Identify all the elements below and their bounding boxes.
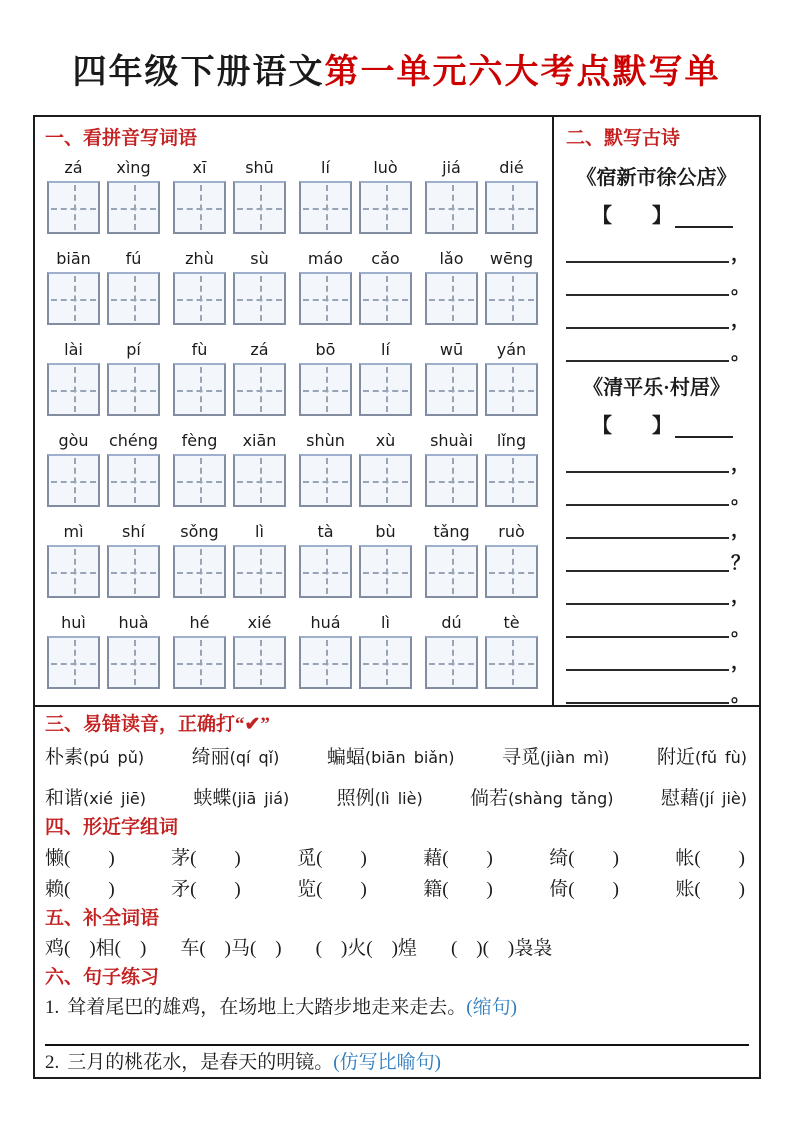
char-cell xyxy=(359,247,412,325)
answer-blank-line[interactable] xyxy=(566,494,729,506)
phrase-blank[interactable]: 鸡( )相( ) xyxy=(45,938,147,959)
word-label: 附近 xyxy=(656,747,695,768)
pinyin-row xyxy=(47,611,538,689)
char-cell xyxy=(47,429,100,507)
word-label: 蝙蝠 xyxy=(326,747,365,768)
pronunciation-row xyxy=(45,745,747,771)
line-punctuation: ？ xyxy=(731,553,751,574)
line-punctuation: 。 xyxy=(731,277,751,298)
char-word-blank[interactable]: 倚( ) xyxy=(549,879,619,900)
writing-box[interactable] xyxy=(107,454,160,507)
pinyin-label: bù xyxy=(375,522,396,541)
line-punctuation: ， xyxy=(731,586,751,607)
pinyin-label: bō xyxy=(315,340,336,359)
word-label: 朴素 xyxy=(45,747,84,768)
pronunciation-item[interactable] xyxy=(337,786,423,812)
char-cell xyxy=(485,429,538,507)
poem-answer-line xyxy=(566,605,751,640)
char-word-blank[interactable]: 藉( ) xyxy=(423,848,493,869)
char-cell xyxy=(359,429,412,507)
writing-box[interactable] xyxy=(359,636,412,689)
char-word-blank[interactable]: 懒( ) xyxy=(45,848,115,869)
pinyin-label: fù xyxy=(191,340,208,359)
phrase-completion-items xyxy=(45,935,749,962)
writing-box[interactable] xyxy=(233,363,286,416)
pinyin-label: cǎo xyxy=(371,249,400,268)
writing-box[interactable] xyxy=(173,454,226,507)
char-cell xyxy=(47,338,100,416)
char-cell xyxy=(299,611,352,689)
pinyin-label: zhù xyxy=(185,249,214,268)
word-label: 照例 xyxy=(336,788,375,809)
phrase-blank[interactable]: 车( )马( ) xyxy=(180,938,282,959)
reading-options: (jiā jiá) xyxy=(231,789,290,808)
similar-char-row xyxy=(45,845,745,872)
pinyin-label: chéng xyxy=(108,431,159,450)
reading-options: (jiàn mì) xyxy=(540,748,610,767)
word-group xyxy=(425,611,538,689)
section-poem-dictation xyxy=(554,117,759,705)
sentence-text: 三月的桃花水，是春天的明镜。 xyxy=(67,1052,334,1073)
char-word-blank[interactable]: 籍( ) xyxy=(423,879,493,900)
pinyin-label: dú xyxy=(441,613,462,632)
pinyin-label: lí xyxy=(381,340,390,359)
word-group xyxy=(47,156,160,234)
char-word-blank[interactable]: 赖( ) xyxy=(45,879,115,900)
char-cell xyxy=(425,520,478,598)
char-cell xyxy=(299,247,352,325)
word-label: 和谐 xyxy=(45,788,84,809)
writing-box[interactable] xyxy=(425,545,478,598)
pronunciation-item[interactable] xyxy=(661,786,747,812)
answer-blank-line[interactable] xyxy=(566,527,729,539)
line-punctuation: ， xyxy=(731,652,751,673)
similar-char-row xyxy=(45,876,745,903)
pinyin-label: huà xyxy=(118,613,149,632)
char-word-blank[interactable]: 览( ) xyxy=(297,879,367,900)
char-cell xyxy=(107,247,160,325)
section6-heading: 六、句子练习 xyxy=(45,967,160,988)
pronunciation-row xyxy=(45,786,747,812)
reading-options: (shàng tǎng) xyxy=(508,789,614,808)
pinyin-label: biān xyxy=(56,249,91,268)
writing-box[interactable] xyxy=(233,181,286,234)
word-label: 倘若 xyxy=(470,788,509,809)
char-cell xyxy=(233,338,286,416)
section3-heading: 三、易错读音，正确打“✔” xyxy=(45,714,270,735)
pinyin-label: tǎng xyxy=(433,522,470,541)
word-label: 寻觅 xyxy=(502,747,541,768)
writing-box[interactable] xyxy=(485,454,538,507)
word-group xyxy=(425,247,538,325)
writing-box[interactable] xyxy=(359,272,412,325)
answer-blank-line[interactable] xyxy=(566,560,729,572)
writing-box[interactable] xyxy=(107,545,160,598)
pinyin-label: huì xyxy=(61,613,86,632)
char-cell xyxy=(47,520,100,598)
answer-blank-line[interactable] xyxy=(566,350,729,362)
upper-two-columns xyxy=(35,117,759,707)
writing-box[interactable] xyxy=(173,636,226,689)
writing-box[interactable] xyxy=(299,181,352,234)
char-cell xyxy=(485,611,538,689)
pronunciation-item[interactable] xyxy=(45,745,144,771)
sentence-number: 2. xyxy=(45,1052,60,1073)
word-group xyxy=(173,429,286,507)
page-title xyxy=(0,44,793,93)
writing-box[interactable] xyxy=(299,454,352,507)
writing-box[interactable] xyxy=(299,363,352,416)
pinyin-label: xìng xyxy=(116,158,151,177)
char-word-blank[interactable]: 茅( ) xyxy=(171,848,241,869)
pinyin-label: shí xyxy=(122,522,145,541)
word-group xyxy=(47,611,160,689)
author-blank-line[interactable] xyxy=(675,206,733,228)
writing-box[interactable] xyxy=(233,272,286,325)
word-group xyxy=(173,338,286,416)
writing-box[interactable] xyxy=(47,363,100,416)
reading-options: (biān biǎn) xyxy=(364,748,455,767)
poem-answer-line xyxy=(566,329,751,364)
writing-box[interactable] xyxy=(299,636,352,689)
phrase-blank[interactable]: ( )火( )煌 xyxy=(315,938,417,959)
answer-blank-line[interactable] xyxy=(566,284,729,296)
answer-blank-line[interactable] xyxy=(566,593,729,605)
worksheet-frame xyxy=(33,115,761,1079)
pinyin-label: ruò xyxy=(498,522,525,541)
pinyin-label: shū xyxy=(245,158,274,177)
section1-heading: 一、看拼音写词语 xyxy=(45,128,198,149)
poem-author-line xyxy=(592,408,747,438)
line-punctuation: 。 xyxy=(731,685,751,705)
writing-box[interactable] xyxy=(359,545,412,598)
char-cell xyxy=(299,429,352,507)
sentence-practice-items xyxy=(45,994,749,1077)
writing-box[interactable] xyxy=(47,181,100,234)
char-cell xyxy=(425,247,478,325)
task-note: (仿写比喻句) xyxy=(333,1052,441,1073)
answer-blank-line[interactable] xyxy=(566,659,729,671)
task-note: (缩句) xyxy=(466,997,517,1018)
word-group xyxy=(47,247,160,325)
word-group xyxy=(299,156,412,234)
word-group xyxy=(425,338,538,416)
pinyin-label: tè xyxy=(503,613,520,632)
word-label: 绮丽 xyxy=(191,747,230,768)
pinyin-label: shùn xyxy=(306,431,345,450)
line-punctuation: ， xyxy=(731,520,751,541)
poem-answer-line xyxy=(566,230,751,265)
word-group xyxy=(299,247,412,325)
word-group xyxy=(173,520,286,598)
pinyin-row xyxy=(47,247,538,325)
pinyin-label: sù xyxy=(250,249,269,268)
sentence-line xyxy=(45,994,749,1021)
writing-box[interactable] xyxy=(485,181,538,234)
line-punctuation: ， xyxy=(731,454,751,475)
char-cell xyxy=(173,520,226,598)
word-group xyxy=(299,429,412,507)
pronunciation-item[interactable] xyxy=(502,745,609,771)
writing-box[interactable] xyxy=(485,545,538,598)
char-cell xyxy=(299,156,352,234)
pinyin-label: wū xyxy=(439,340,464,359)
writing-box[interactable] xyxy=(425,363,478,416)
pinyin-label: jiá xyxy=(442,158,461,177)
pronunciation-item[interactable] xyxy=(45,786,146,812)
pronunciation-item[interactable] xyxy=(327,745,455,771)
sentence-line xyxy=(45,1049,749,1076)
pinyin-label: lǐng xyxy=(496,431,527,450)
pinyin-label: gòu xyxy=(58,431,89,450)
pinyin-label: luò xyxy=(373,158,398,177)
char-cell xyxy=(299,520,352,598)
pinyin-label: xiān xyxy=(242,431,277,450)
writing-box[interactable] xyxy=(173,181,226,234)
char-cell xyxy=(173,429,226,507)
author-blank-line[interactable] xyxy=(675,416,733,438)
poem-answer-line xyxy=(566,539,751,574)
pinyin-label: lí xyxy=(321,158,330,177)
word-group xyxy=(173,247,286,325)
char-cell xyxy=(233,429,286,507)
sentence-text: 耸着尾巴的雄鸡，在场地上大踏步地走来走去。 xyxy=(67,997,467,1018)
char-cell xyxy=(107,611,160,689)
writing-box[interactable] xyxy=(233,545,286,598)
line-punctuation: ， xyxy=(731,310,751,331)
pinyin-label: fèng xyxy=(181,431,218,450)
word-group xyxy=(47,429,160,507)
pinyin-label: lài xyxy=(64,340,83,359)
writing-box[interactable] xyxy=(485,363,538,416)
char-cell xyxy=(47,611,100,689)
char-cell xyxy=(173,247,226,325)
char-cell xyxy=(359,156,412,234)
writing-box[interactable] xyxy=(425,272,478,325)
answer-blank-line[interactable] xyxy=(566,626,729,638)
char-cell xyxy=(107,156,160,234)
word-group xyxy=(425,156,538,234)
char-cell xyxy=(485,247,538,325)
word-group xyxy=(299,338,412,416)
poem-title: 《宿新市徐公店》 xyxy=(576,167,737,189)
word-group xyxy=(425,520,538,598)
word-group xyxy=(47,338,160,416)
pinyin-label: dié xyxy=(499,158,524,177)
lower-sections xyxy=(35,707,759,1077)
answer-underline[interactable] xyxy=(45,1044,749,1046)
char-cell xyxy=(107,520,160,598)
writing-box[interactable] xyxy=(107,636,160,689)
sentence-number: 1. xyxy=(45,997,60,1018)
char-cell xyxy=(485,156,538,234)
pinyin-label: mì xyxy=(63,522,84,541)
section4-heading: 四、形近字组词 xyxy=(45,817,179,838)
poem-answer-line xyxy=(566,440,751,475)
pinyin-row xyxy=(47,429,538,507)
writing-box[interactable] xyxy=(359,181,412,234)
poem-title: 《清平乐·村居》 xyxy=(583,377,730,399)
pinyin-label: lì xyxy=(381,613,390,632)
writing-box[interactable] xyxy=(107,181,160,234)
writing-box[interactable] xyxy=(233,636,286,689)
char-cell xyxy=(425,338,478,416)
pinyin-label: wēng xyxy=(489,249,534,268)
word-group xyxy=(299,520,412,598)
phrase-blank[interactable]: ( )( )袅袅 xyxy=(450,938,553,959)
reading-options: (jí jiè) xyxy=(698,789,747,808)
char-cell xyxy=(173,338,226,416)
reading-options: (pú pǔ) xyxy=(83,748,145,767)
poems-list xyxy=(566,161,751,705)
word-label: 蛱蝶 xyxy=(193,788,232,809)
writing-box[interactable] xyxy=(107,363,160,416)
section2-heading: 二、默写古诗 xyxy=(566,128,681,149)
writing-box[interactable] xyxy=(233,454,286,507)
char-cell xyxy=(485,520,538,598)
pinyin-label: hé xyxy=(189,613,210,632)
title-unit-part: 第一单元六大考点默写单 xyxy=(324,54,721,91)
char-cell xyxy=(107,429,160,507)
poem-answer-line xyxy=(566,638,751,673)
answer-blank-line[interactable] xyxy=(566,692,729,704)
poem-author-line xyxy=(592,198,747,228)
writing-box[interactable] xyxy=(425,454,478,507)
pinyin-label: huá xyxy=(310,613,341,632)
reading-options: (qí qǐ) xyxy=(229,748,280,767)
char-word-blank[interactable]: 绮( ) xyxy=(549,848,619,869)
writing-box[interactable] xyxy=(359,363,412,416)
pinyin-label: tà xyxy=(317,522,334,541)
poem-answer-line xyxy=(566,506,751,541)
pronunciation-item[interactable] xyxy=(193,786,289,812)
pinyin-label: zá xyxy=(250,340,269,359)
line-punctuation: 。 xyxy=(731,619,751,640)
writing-box[interactable] xyxy=(47,272,100,325)
line-punctuation: 。 xyxy=(731,343,751,364)
writing-box[interactable] xyxy=(485,272,538,325)
char-cell xyxy=(47,247,100,325)
poem-answer-line xyxy=(566,296,751,331)
writing-box[interactable] xyxy=(425,636,478,689)
answer-blank-line[interactable] xyxy=(566,461,729,473)
word-group xyxy=(173,611,286,689)
reading-options: (xié jiē) xyxy=(83,789,146,808)
char-cell xyxy=(173,156,226,234)
writing-box[interactable] xyxy=(47,545,100,598)
pinyin-label: sǒng xyxy=(180,522,219,541)
similar-char-items xyxy=(45,845,749,903)
author-brackets: 【 】 xyxy=(592,415,672,437)
writing-box[interactable] xyxy=(173,363,226,416)
pinyin-label: lì xyxy=(255,522,264,541)
section-pinyin-words xyxy=(35,117,554,705)
pinyin-label: máo xyxy=(307,249,344,268)
pinyin-label: pí xyxy=(126,340,141,359)
pinyin-label: fú xyxy=(125,249,142,268)
char-word-blank[interactable]: 矛( ) xyxy=(171,879,241,900)
char-cell xyxy=(233,156,286,234)
word-group xyxy=(299,611,412,689)
line-punctuation: ， xyxy=(731,244,751,265)
char-cell xyxy=(359,611,412,689)
char-cell xyxy=(233,611,286,689)
char-cell xyxy=(233,520,286,598)
pinyin-grid xyxy=(45,156,544,689)
pinyin-row xyxy=(47,338,538,416)
pinyin-label: xù xyxy=(375,431,396,450)
author-brackets: 【 】 xyxy=(592,205,672,227)
pronunciation-item[interactable] xyxy=(657,745,747,771)
char-cell xyxy=(359,338,412,416)
line-punctuation: 。 xyxy=(731,487,751,508)
word-label: 慰藉 xyxy=(660,788,699,809)
poem-answer-line xyxy=(566,473,751,508)
pronunciation-items xyxy=(45,745,749,812)
writing-box[interactable] xyxy=(47,454,100,507)
char-cell xyxy=(299,338,352,416)
section5-heading: 五、补全词语 xyxy=(45,908,160,929)
writing-box[interactable] xyxy=(173,272,226,325)
char-cell xyxy=(47,156,100,234)
pronunciation-item[interactable] xyxy=(192,745,280,771)
char-cell xyxy=(485,338,538,416)
poem-answer-line xyxy=(566,671,751,705)
pinyin-label: xī xyxy=(192,158,207,177)
answer-blank-line[interactable] xyxy=(566,251,729,263)
pinyin-label: yán xyxy=(496,340,527,359)
writing-box[interactable] xyxy=(485,636,538,689)
poem-answer-line xyxy=(566,572,751,607)
char-cell xyxy=(107,338,160,416)
writing-box[interactable] xyxy=(299,272,352,325)
writing-box[interactable] xyxy=(359,454,412,507)
word-group xyxy=(425,429,538,507)
char-cell xyxy=(425,611,478,689)
writing-box[interactable] xyxy=(47,636,100,689)
char-word-blank[interactable]: 账( ) xyxy=(675,879,745,900)
poem-answer-line xyxy=(566,263,751,298)
char-cell xyxy=(425,429,478,507)
pronunciation-item[interactable] xyxy=(470,786,613,812)
writing-box[interactable] xyxy=(425,181,478,234)
char-cell xyxy=(425,156,478,234)
writing-box[interactable] xyxy=(107,272,160,325)
pinyin-label: shuài xyxy=(430,431,473,450)
phrase-row xyxy=(45,935,749,962)
char-word-blank[interactable]: 觅( ) xyxy=(297,848,367,869)
char-cell xyxy=(233,247,286,325)
writing-box[interactable] xyxy=(299,545,352,598)
char-cell xyxy=(173,611,226,689)
pinyin-label: zá xyxy=(64,158,83,177)
word-group xyxy=(173,156,286,234)
char-cell xyxy=(359,520,412,598)
pinyin-row xyxy=(47,156,538,234)
word-group xyxy=(47,520,160,598)
pinyin-row xyxy=(47,520,538,598)
reading-options: (fǔ fù) xyxy=(694,748,747,767)
char-word-blank[interactable]: 帐( ) xyxy=(675,848,745,869)
writing-box[interactable] xyxy=(173,545,226,598)
pinyin-label: lǎo xyxy=(439,249,464,268)
reading-options: (lì liè) xyxy=(374,789,423,808)
answer-blank-line[interactable] xyxy=(566,317,729,329)
pinyin-label: xié xyxy=(247,613,272,632)
title-grade-part: 四年级下册语文 xyxy=(72,54,325,91)
